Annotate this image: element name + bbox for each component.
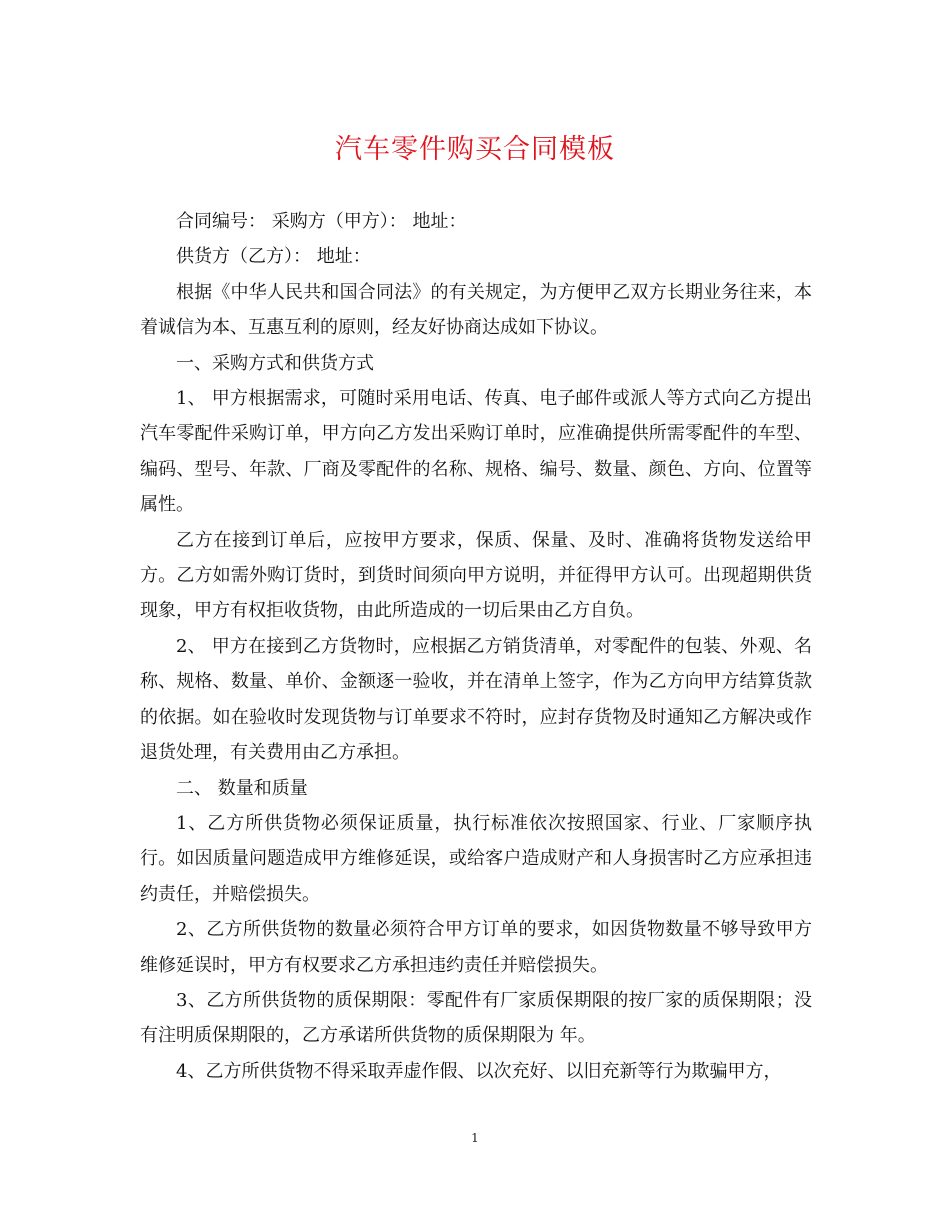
document-body <box>140 204 812 1089</box>
paragraph-clause-2-3: 3、乙方所供货物的质保期限：零配件有厂家质保期限的按厂家的质保期限；没有注明质保期限的，乙方承诺所供货物的质保期限为 年。 <box>140 989 812 1047</box>
paragraph-clause-2-2: 2、乙方所供货物的数量必须符合甲方订单的要求，如因货物数量不够导致甲方维修延误时，甲方有权要求乙方承担违约责任并赔偿损失。 <box>140 919 812 976</box>
paragraph-clause-1-1: 1、 甲方根据需求，可随时采用电话、传真、电子邮件或派人等方式向乙方提出汽车零配件采购订单，甲方向乙方发出采购订单时，应准确提供所需零配件的车型、编码、型号、年款、厂商及零配件的名称、规格、编号、数量、颜色、方向、位置等属性。 <box>140 388 812 516</box>
page-number: 1 <box>471 1131 479 1145</box>
section-heading-2: 二、 数量和质量 <box>176 777 308 799</box>
paragraph-contract-header: 合同编号： 采购方（甲方）： 地址： <box>176 211 467 232</box>
paragraph-clause-1-2: 2、 甲方在接到乙方货物时，应根据乙方销货清单，对零配件的包装、外观、名称、规格、数量、单价、金额逐一验收，并在清单上签字，作为乙方向甲方结算货款的依据。如在验收时发现货物与订单要求不符时，应封存货物及时通知乙方解决或作退货处理，有关费用由乙方承担。 <box>140 635 812 764</box>
paragraph-clause-1-1-cont: 乙方在接到订单后，应按甲方要求，保质、保量、及时、准确将货物发送给甲方。乙方如需外购订货时，到货时间须向甲方说明，并征得甲方认可。出现超期供货现象，甲方有权拒收货物，由此所造成的一切后果由乙方自负。 <box>140 529 812 622</box>
paragraph-supplier-header: 供货方（乙方）： 地址： <box>176 246 371 268</box>
paragraph-clause-2-1: 1、乙方所供货物必须保证质量，执行标准依次按照国家、行业、厂家顺序执行。如因质量问题造成甲方维修延误，或给客户造成财产和人身损害时乙方应承担违约责任，并赔偿损失。 <box>140 812 812 905</box>
paragraph-clause-2-4: 4、乙方所供货物不得采取弄虚作假、以次充好、以旧充新等行为欺骗甲方， <box>176 1060 782 1082</box>
section-heading-1: 一、采购方式和供货方式 <box>176 352 374 374</box>
paragraph-preamble: 根据《中华人民共和国合同法》的有关规定，为方便甲乙双方长期业务往来，本着诚信为本、互惠互利的原则，经友好协商达成如下协议。 <box>140 281 812 339</box>
document-title: 汽车零件购买合同模板 <box>335 134 615 165</box>
